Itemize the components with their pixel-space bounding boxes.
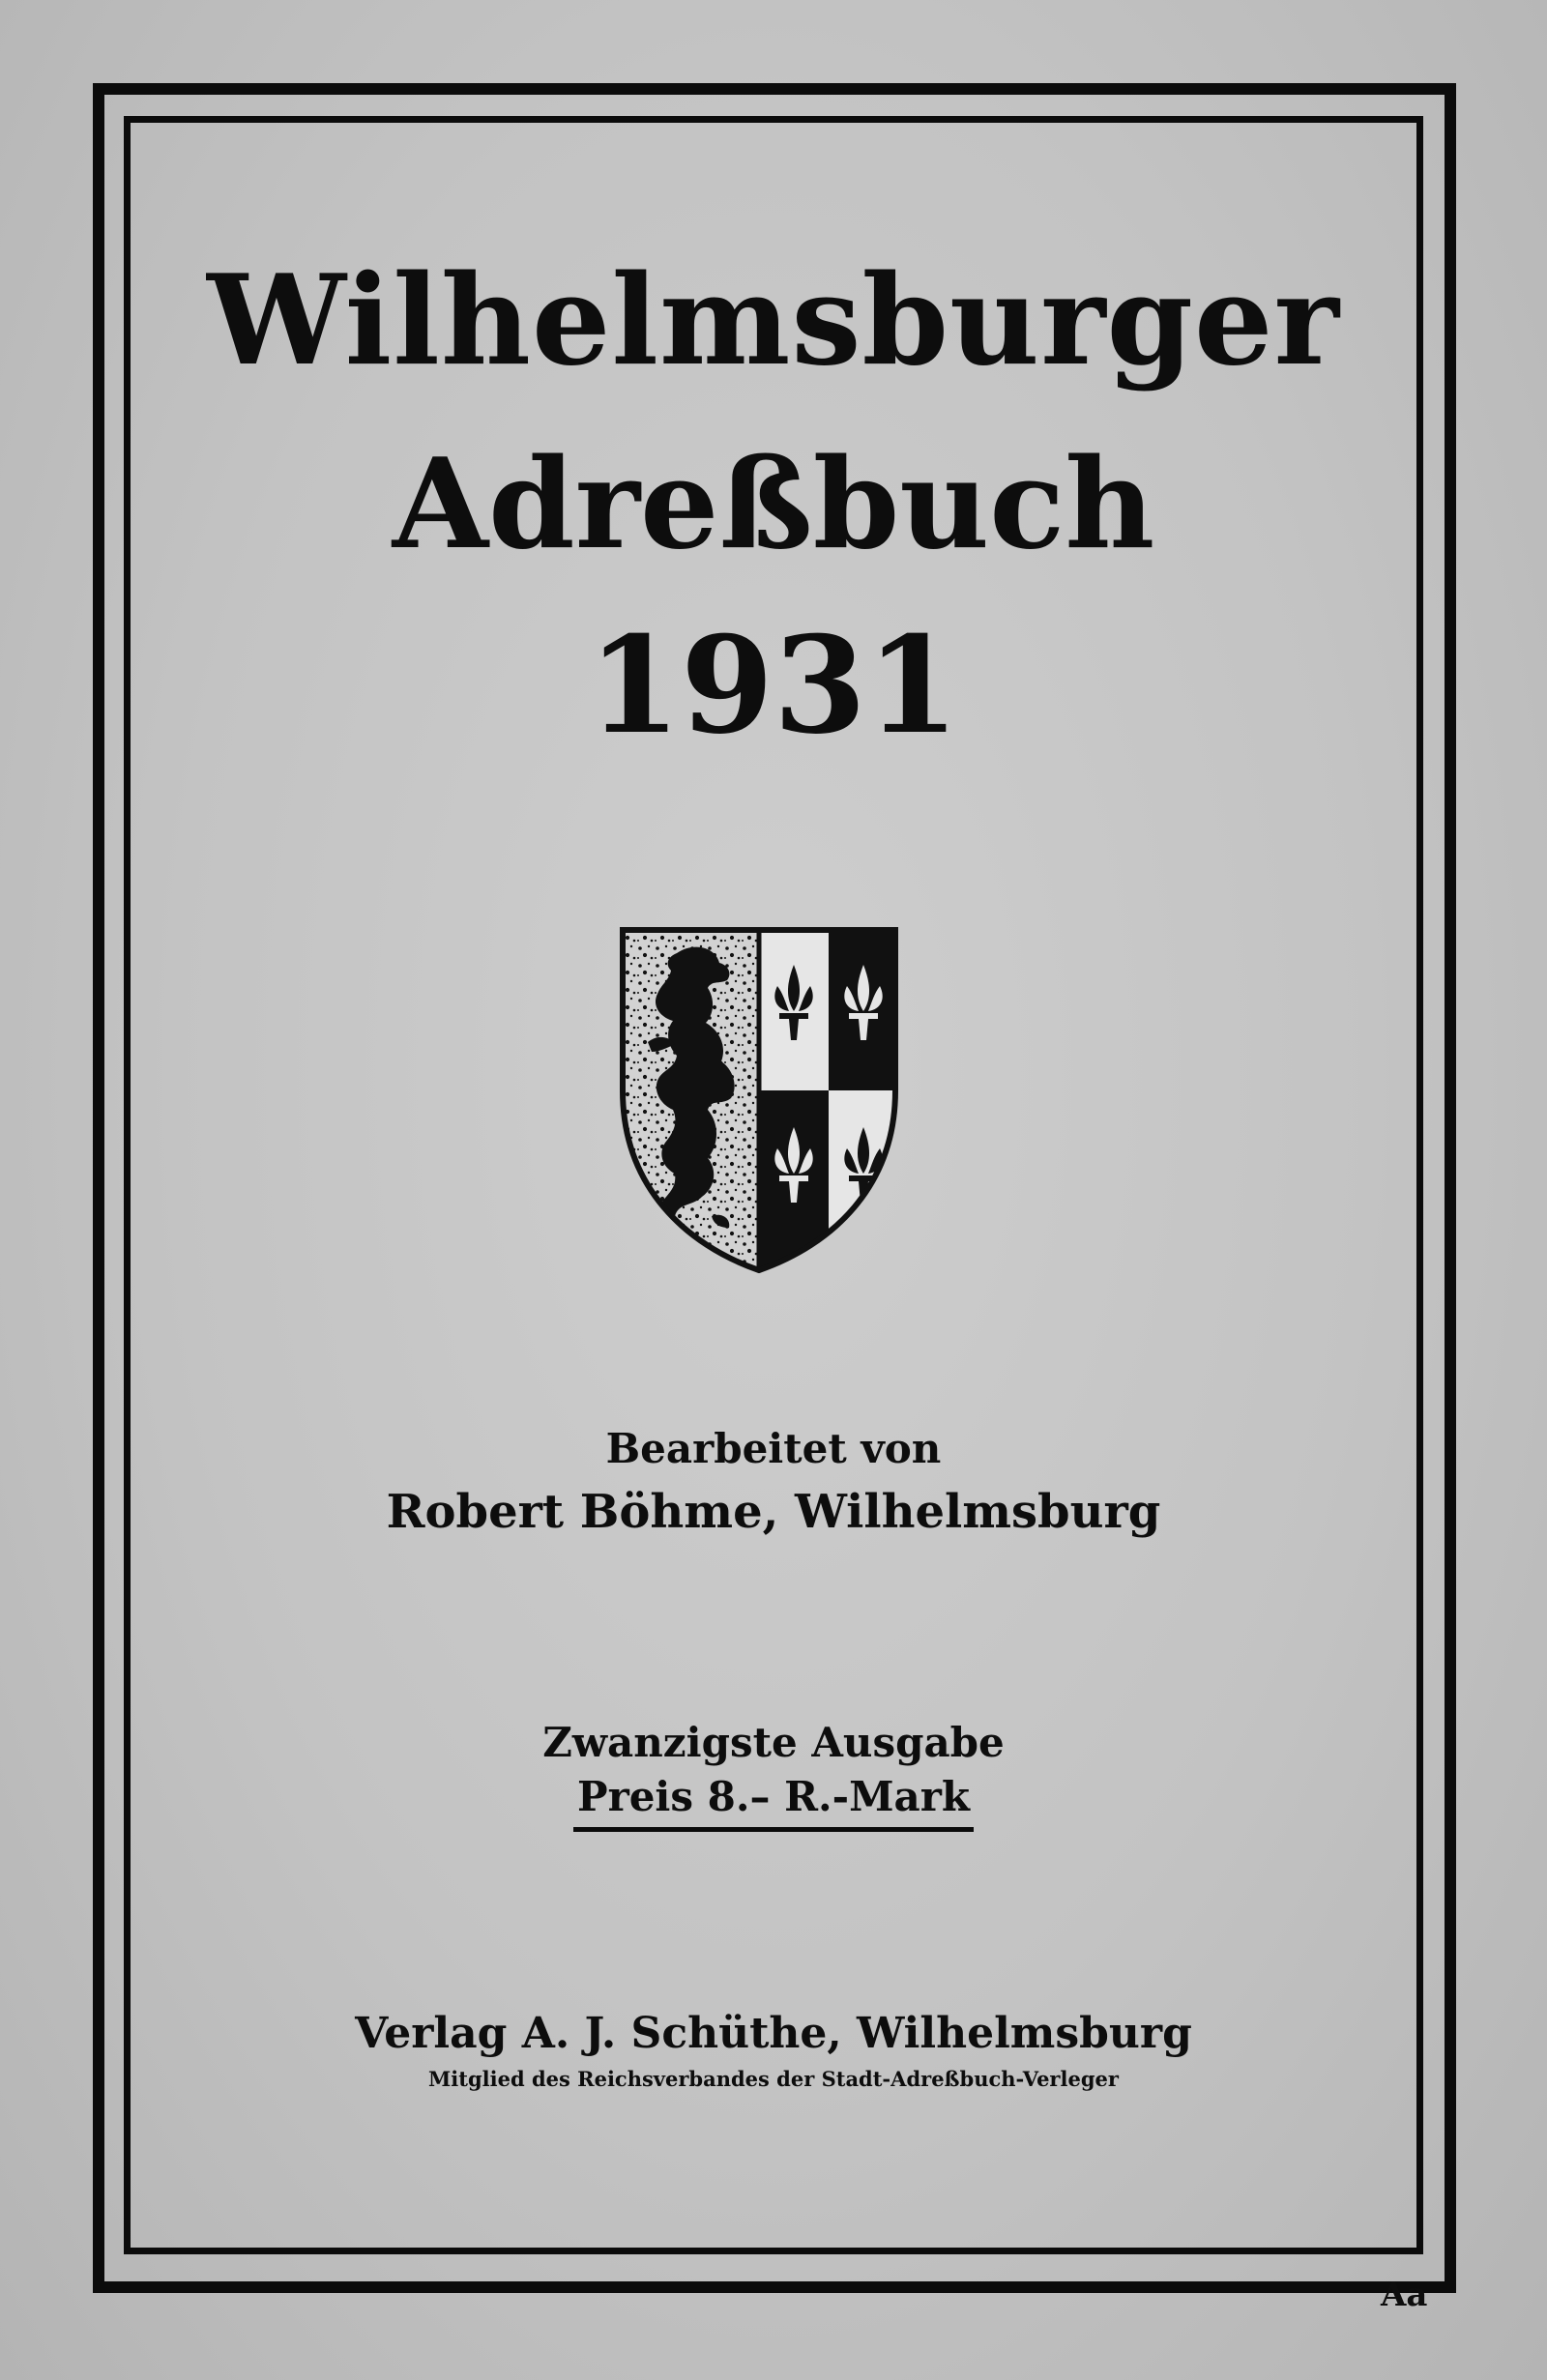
editor-name: Robert Böhme, Wilhelmsburg bbox=[386, 1485, 1161, 1539]
publisher-membership: Mitglied des Reichsverbandes der Stadt-Adreßbuch-Verleger bbox=[428, 2067, 1119, 2091]
coat-of-arms-icon bbox=[619, 926, 899, 1274]
edition-label: Zwanzigste Ausgabe bbox=[542, 1719, 1005, 1766]
title-year: 1931 bbox=[587, 606, 960, 764]
page-signature-mark: Aa bbox=[1381, 2276, 1428, 2314]
publisher-name: Verlag A. J. Schüthe, Wilhelmsburg bbox=[355, 2009, 1192, 2058]
title-line-1: Wilhelmsburger bbox=[207, 248, 1340, 393]
price-block bbox=[0, 1773, 1547, 1832]
price-label: Preis 8.– R.-Mark bbox=[573, 1777, 974, 1832]
editor-label: Bearbeitet von bbox=[605, 1425, 942, 1472]
title-line-2: Adreßbuch bbox=[392, 432, 1155, 577]
